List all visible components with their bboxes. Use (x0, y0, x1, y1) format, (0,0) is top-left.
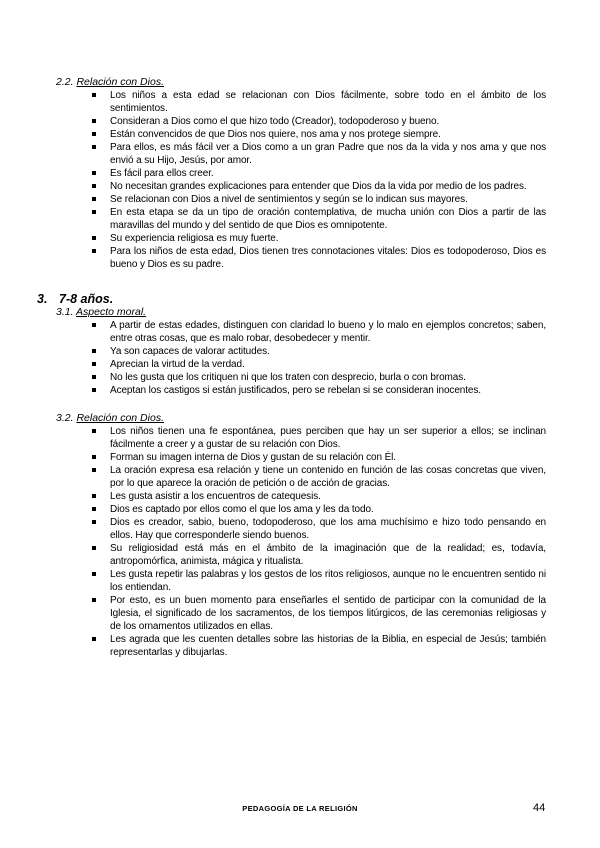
square-bullet-icon (92, 494, 96, 498)
square-bullet-icon (92, 507, 96, 511)
square-bullet-icon (92, 349, 96, 353)
section-number: 2.2. (56, 76, 74, 88)
section-3-heading (37, 292, 113, 307)
section-title: Relación con Dios. (76, 76, 164, 88)
section-title: 7-8 años. (59, 292, 114, 306)
square-bullet-icon (92, 362, 96, 366)
list-item: Por esto, es un buen momento para enseñarles el sentido de participar con la comunidad de la Iglesia, el significado de los sacramentos, de los tiempos litúrgicos, de las ceremonias religiosas y de los ornamentos utilizados en ellas. (0, 594, 546, 633)
list-item: Aceptan los castigos si están justificados, pero se rebelan si se consideran inocentes. (0, 384, 546, 397)
square-bullet-icon (92, 93, 96, 97)
list-item: Es fácil para ellos creer. (0, 167, 546, 180)
square-bullet-icon (92, 520, 96, 524)
list-item: Les gusta repetir las palabras y los gestos de los ritos religiosos, aunque no le encuentren sentido ni los entiendan. (0, 568, 546, 594)
square-bullet-icon (92, 388, 96, 392)
square-bullet-icon (92, 210, 96, 214)
list-item: No necesitan grandes explicaciones para entender que Dios da la vida por medio de los padres. (0, 180, 546, 193)
square-bullet-icon (92, 429, 96, 433)
list-item: Su religiosidad está más en el ámbito de la imaginación que de la realidad; es, todavía, antropomórfica, animista, mágica y ritualista. (0, 542, 546, 568)
square-bullet-icon (92, 572, 96, 576)
list-item: Para ellos, es más fácil ver a Dios como a un gran Padre que nos da la vida y nos ama y que nos envió a su Hijo, Jesús, por amor. (0, 141, 546, 167)
square-bullet-icon (92, 249, 96, 253)
list-item: Consideran a Dios como el que hizo todo (Creador), todopoderoso y bueno. (0, 115, 546, 128)
list-item: Dios es creador, sabio, bueno, todopoderoso, que los ama muchísimo e hizo todo pensando en ellos. Hay que corresponderle siendo buenos. (0, 516, 546, 542)
section-2-2-list (0, 89, 546, 271)
square-bullet-icon (92, 323, 96, 327)
square-bullet-icon (92, 637, 96, 641)
section-number: 3. (37, 292, 48, 306)
list-item: Forman su imagen interna de Dios y gustan de su relación con Él. (0, 451, 546, 464)
square-bullet-icon (92, 132, 96, 136)
list-item: Dios es captado por ellos como el que los ama y les da todo. (0, 503, 546, 516)
page-number: 44 (533, 802, 546, 814)
list-item: Les agrada que les cuenten detalles sobre las historias de la Biblia, en especial de Jesús; también representarlas y dibujarlas. (0, 633, 546, 659)
footer-title: PEDAGOGÍA DE LA RELIGIÓN (242, 804, 358, 813)
square-bullet-icon (92, 546, 96, 550)
list-item: Para los niños de esta edad, Dios tienen tres connotaciones vitales: Dios es todopoderoso, Dios es bueno y Dios es su padre. (0, 245, 546, 271)
list-item: No les gusta que los critiquen ni que los traten con desprecio, burla o con bromas. (0, 371, 546, 384)
list-item: Les gusta asistir a los encuentros de catequesis. (0, 490, 546, 503)
list-item: Ya son capaces de valorar actitudes. (0, 345, 546, 358)
list-item: Los niños tienen una fe espontánea, pues perciben que hay un ser superior a ellos; se inclinan fácilmente a creer y a gustar de su relación con Dios. (0, 425, 546, 451)
square-bullet-icon (92, 119, 96, 123)
section-number: 3.1. (56, 306, 74, 318)
square-bullet-icon (92, 375, 96, 379)
list-item: Aprecian la virtud de la verdad. (0, 358, 546, 371)
square-bullet-icon (92, 197, 96, 201)
square-bullet-icon (92, 145, 96, 149)
section-title: Relación con Dios. (76, 412, 164, 424)
list-item: Su experiencia religiosa es muy fuerte. (0, 232, 546, 245)
section-3-2-list (0, 425, 546, 659)
list-item: La oración expresa esa relación y tiene un contenido en función de las cosas concretas que viven, por lo que aparece la oración de petición o de acción de gracias. (0, 464, 546, 490)
section-2-2-heading (56, 76, 164, 89)
section-3-1-heading (56, 306, 146, 319)
square-bullet-icon (92, 468, 96, 472)
square-bullet-icon (92, 171, 96, 175)
list-item: Se relacionan con Dios a nivel de sentimientos y según se lo indican sus mayores. (0, 193, 546, 206)
list-item: A partir de estas edades, distinguen con claridad lo bueno y lo malo en ejemplos concretos; saben, entre otras cosas, que es malo robar, desobedecer y mentir. (0, 319, 546, 345)
section-number: 3.2. (56, 412, 74, 424)
square-bullet-icon (92, 455, 96, 459)
list-item: Están convencidos de que Dios nos quiere, nos ama y nos protege siempre. (0, 128, 546, 141)
list-item: Los niños a esta edad se relacionan con Dios fácilmente, sobre todo en el ámbito de los sentimientos. (0, 89, 546, 115)
square-bullet-icon (92, 236, 96, 240)
section-3-2-heading (56, 412, 164, 425)
square-bullet-icon (92, 598, 96, 602)
section-title: Aspecto moral. (76, 306, 147, 318)
section-3-1-list (0, 319, 546, 397)
list-item: En esta etapa se da un tipo de oración contemplativa, de mucha unión con Dios a partir de las maravillas del mundo y del sentido de que Dios es omnipotente. (0, 206, 546, 232)
square-bullet-icon (92, 184, 96, 188)
